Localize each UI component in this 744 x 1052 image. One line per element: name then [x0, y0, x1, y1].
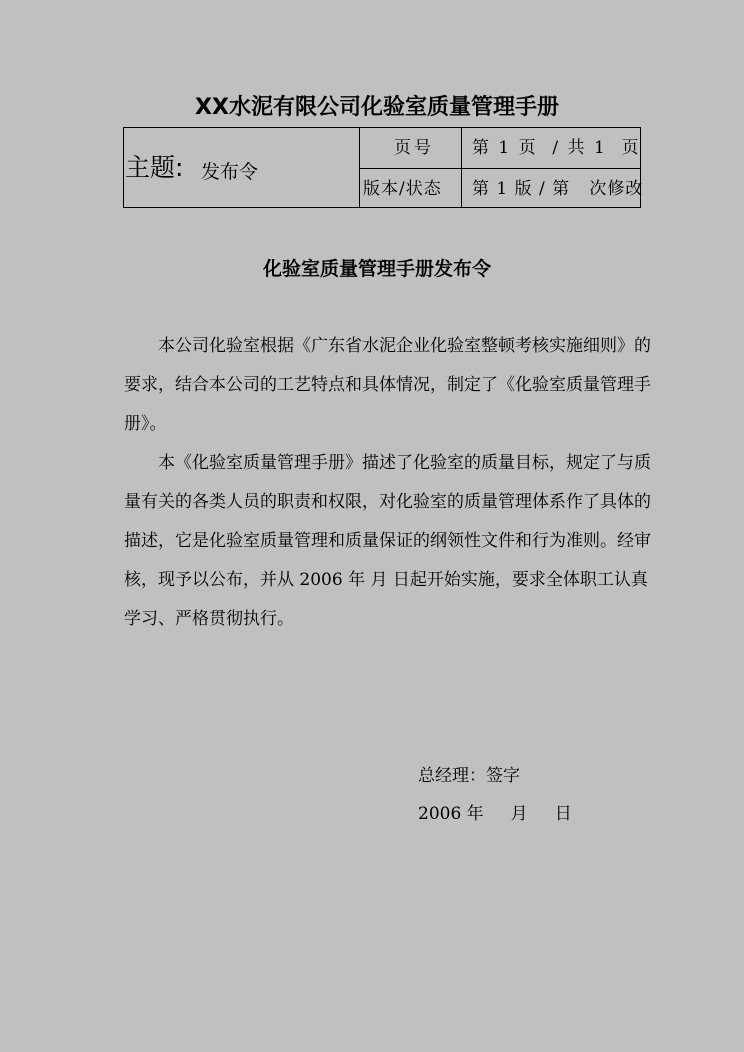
body-paragraph-1-container: [124, 327, 654, 444]
signature-line: 总经理：签字: [418, 766, 520, 786]
version-status-label: 版本/状态: [363, 179, 442, 199]
header-table: [123, 127, 644, 208]
subject-value: 发布令: [201, 161, 259, 183]
body-paragraph-2: 本《化验室质量管理手册》描述了化验室的质量目标，规定了与质量有关的各类人员的职责和权限，对化验室的质量管理体系作了具体的描述，它是化验室质量管理和质量保证的纲领性文件和行为准则。经审核，现予以公布，并从 2006 年 月 日起开始实施，要求全体职工认真学习、严格贯彻执行。: [124, 453, 651, 629]
signature-date: 2006 年 月 日: [418, 804, 572, 824]
section-title: 化验室质量管理手册发布令: [262, 258, 491, 280]
table-column-divider: [461, 128, 462, 207]
version-status-value: 第 1 版 / 第 次修改: [472, 179, 644, 199]
subject-label: 主题:: [125, 153, 184, 182]
body-paragraph-1: 本公司化验室根据《广东省水泥企业化验室整顿考核实施细则》的要求，结合本公司的工艺特点和具体情况，制定了《化验室质量管理手册》。: [124, 336, 651, 434]
page-number-label: 页号: [394, 138, 434, 158]
document-title: XX水泥有限公司化验室质量管理手册: [195, 95, 559, 120]
table-row-divider: [360, 168, 640, 169]
page-number-value: 第 1 页 / 共 1 页: [472, 138, 641, 158]
body-paragraph-2-container: [124, 444, 654, 639]
signature-block: [418, 757, 572, 833]
subject-cell: [124, 128, 360, 207]
